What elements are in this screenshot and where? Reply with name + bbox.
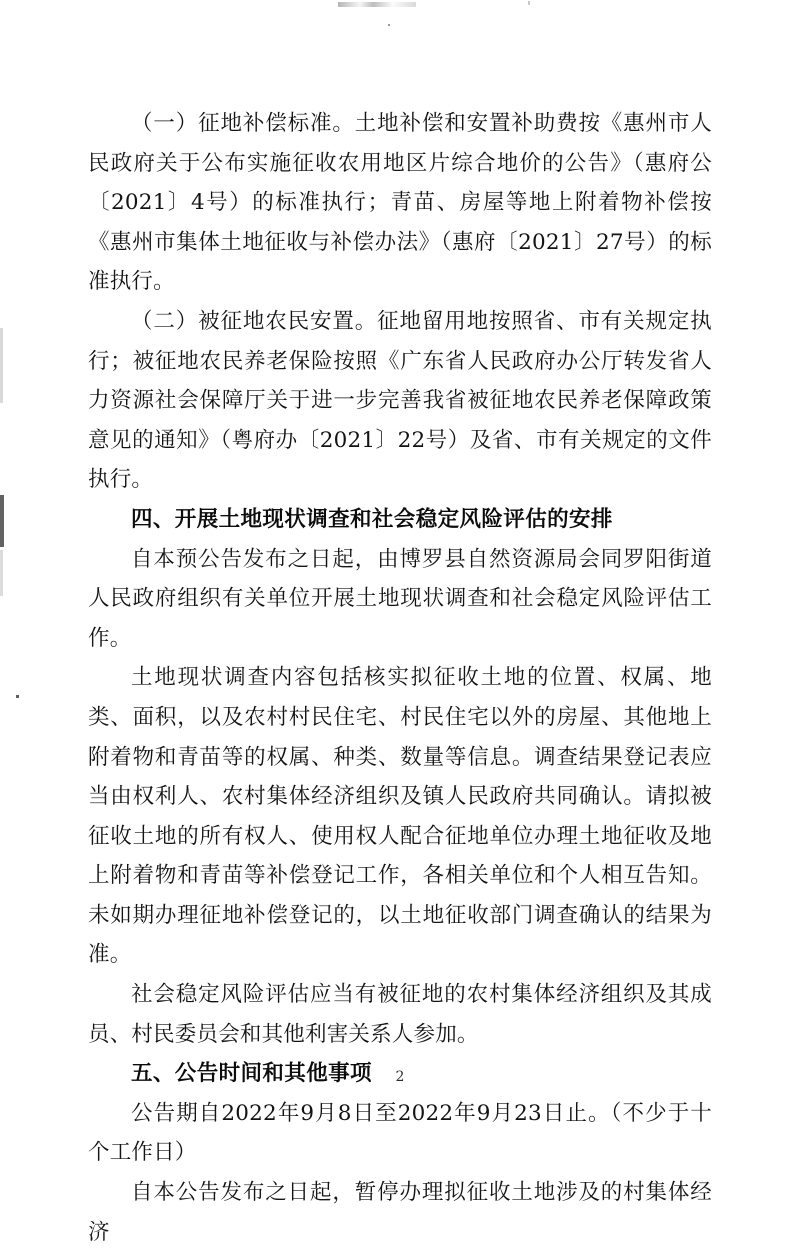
scan-artifact-top-smudge [338,2,416,7]
scan-artifact-top-tick [528,1,530,5]
scan-artifact-left-edge-middle [0,495,4,547]
paragraph-section-four-2: 土地现状调查内容包括核实拟征收土地的位置、权属、地类、面积，以及农村村民住宅、村民住宅以外的房屋、其他地上附着物和青苗等的权属、种类、数量等信息。调查结果登记表应当由权利人、农村集体经济组织及镇人民政府共同确认。请拟被征收土地的所有权人、使用权人配合征地单位办理土地征收及地上附着物和青苗等补偿登记工作，各相关单位和个人相互告知。未如期办理征地补偿登记的，以土地征收部门调查确认的结果为准。 [88,665,712,968]
page-number: 2 [395,1069,405,1085]
scan-artifact-speck [16,695,19,698]
scan-artifact-left-edge-lower [0,550,3,596]
paragraph-item-1-compensation-standard: （一）征地补偿标准。土地补偿和安置补助费按《惠州市人民政府关于公布实施征收农用地区片综合地价的公告》（惠府公〔2021〕4号）的标准执行；青苗、房屋等地上附着物补偿按《惠州市集体土地征收与补偿办法》（惠府〔2021〕27号）的标准执行。 [88,111,712,295]
paragraph-section-five-2: 自本公告发布之日起，暂停办理拟征收土地涉及的村集体经济 [88,1180,712,1245]
scan-artifact-left-edge-upper [0,328,3,403]
heading-section-four: 四、开展土地现状调查和社会稳定风险评估的安排 [131,506,613,532]
paragraph-item-2-farmer-resettlement: （二）被征地农民安置。征地留用地按照省、市有关规定执行；被征地农民养老保险按照《广东省人民政府办公厅转发省人力资源社会保障厅关于进一步完善我省被征地农民养老保障政策意见的通知》（粤府办〔2021〕22号）及省、市有关规定的文件执行。 [88,308,712,493]
heading-section-five: 五、公告时间和其他事项 [131,1061,372,1087]
paragraph-section-five-1: 公告期自2022年9月8日至2022年9月23日止。（不少于十个工作日） [88,1100,712,1166]
scan-artifact-speck [388,24,390,26]
paragraph-section-four-3: 社会稳定风险评估应当有被征地的农村集体经济组织及其成员、村民委员会和其他利害关系人参加。 [88,982,712,1047]
paragraph-section-four-1: 自本预公告发布之日起，由博罗县自然资源局会同罗阳街道人民政府组织有关单位开展土地现状调查和社会稳定风险评估工作。 [88,546,712,651]
